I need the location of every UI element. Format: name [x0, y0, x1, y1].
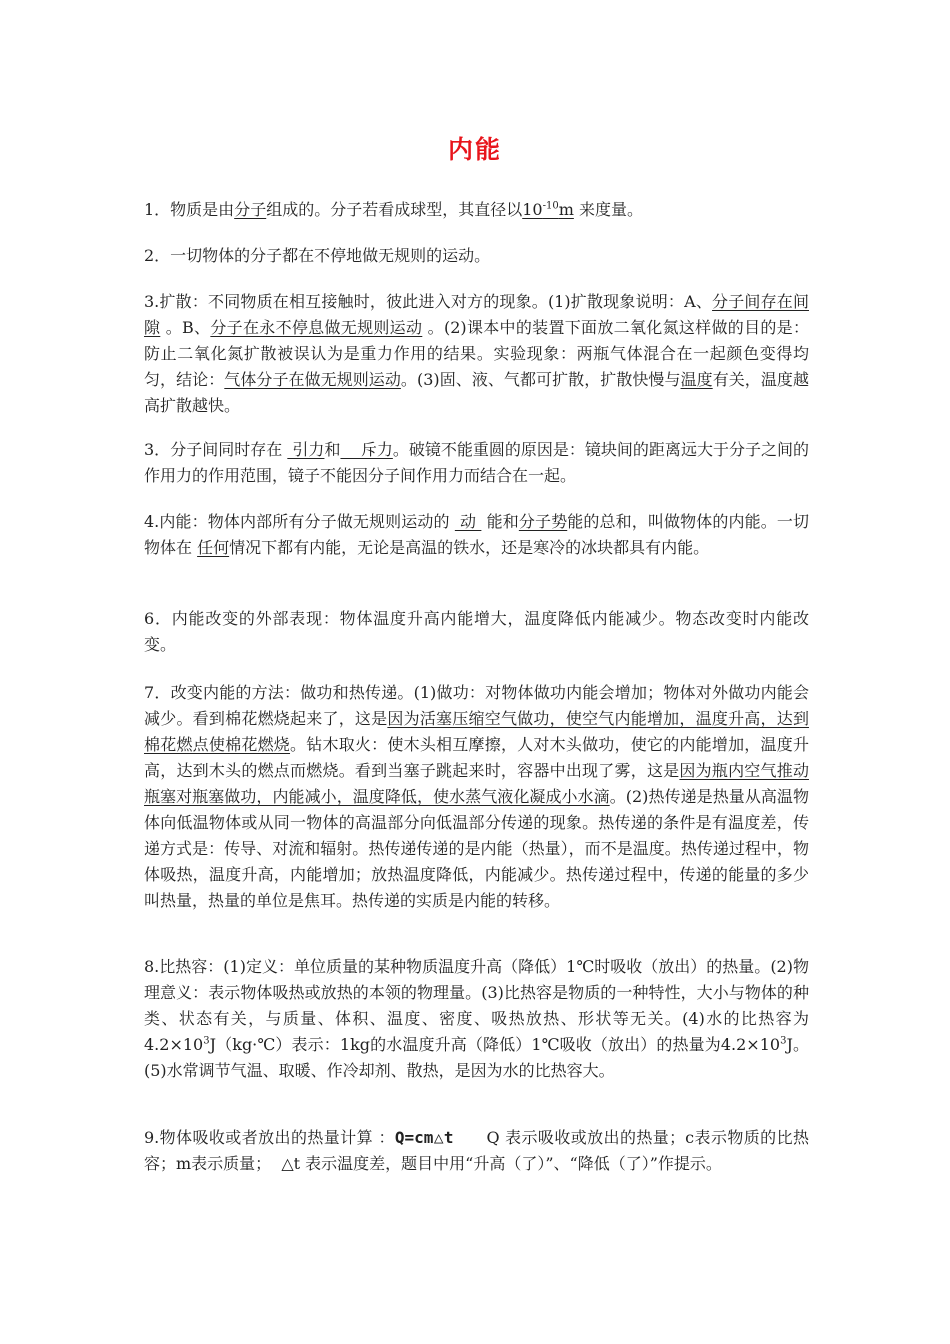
- text-run: Q 表示吸收或放出的热量；c表示物质的比热容；m表示质量； △t 表示温度差，题目中用“升高（了）”、“降低（了）”作提示。: [144, 1128, 809, 1173]
- underlined-answer: 分子间存在间隙: [144, 292, 809, 337]
- underlined-answer: 任何: [197, 538, 230, 557]
- underlined-answer: 动: [454, 512, 482, 531]
- text-run: m: [558, 200, 574, 219]
- paragraph-1: [144, 197, 809, 223]
- paragraph-4: [144, 437, 809, 489]
- superscript: 3: [780, 1035, 787, 1047]
- text-run: 能的总和，叫做物体的内能。一切物体在: [144, 512, 809, 557]
- underlined-answer: 引力: [287, 440, 325, 459]
- text-run: 来度量。: [573, 200, 643, 219]
- paragraph-7: [144, 680, 809, 914]
- page-title: 内能: [447, 135, 502, 164]
- text-run: 。B、: [160, 318, 211, 337]
- underlined-answer: 气体分子在做无规则运动: [224, 370, 401, 389]
- paragraph-9: [144, 1125, 809, 1177]
- underlined-answer: 温度: [680, 370, 713, 389]
- underlined-answer: 分子势: [518, 512, 568, 531]
- text-run: 4.内能：物体内部所有分子做无规则运动的: [144, 512, 455, 531]
- heat-formula: Q=cm△t: [394, 1128, 454, 1147]
- text-run: J。(5)水常调节气温、取暖、作冷却剂、散热，是因为水的比热容大。: [144, 1035, 809, 1080]
- text-run: J（kg·℃）表示：1kg的水温度升高（降低）1℃吸收（放出）的热量为4.2×10: [209, 1035, 781, 1054]
- underlined-answer: 分子在永不停息做无规则运动: [210, 318, 423, 337]
- underlined-answer: 因为活塞压缩空气做功，使空气内能增加，温度升高，达到棉花燃点使棉花燃烧: [144, 709, 809, 754]
- superscript: -10: [542, 200, 559, 212]
- paragraph-3: [144, 289, 809, 419]
- text-run: 组成的。分子若看成球型，其直径以: [266, 200, 523, 219]
- text-run: 10: [522, 200, 543, 219]
- text-run: 。破镜不能重圆的原因是：镜块间的距离远大于分子之间的作用力的作用范围，镜子不能因分子间作用力而结合在一起。: [144, 440, 809, 485]
- text-run: 情况下都有内能，无论是高温的铁水，还是寒冷的冰块都具有内能。: [229, 538, 710, 557]
- paragraph-2: 2．一切物体的分子都在不停地做无规则的运动。: [144, 246, 491, 265]
- text-run: 7．改变内能的方法：做功和热传递。(1)做功：对物体做功内能会增加；物体对外做功内能会减少。看到棉花燃烧起来了，这是: [144, 683, 809, 728]
- paragraph-6: 6．内能改变的外部表现：物体温度升高内能增大，温度降低内能减少。物态改变时内能改变。: [144, 609, 809, 654]
- text-run: 3.扩散：不同物质在相互接触时，彼此进入对方的现象。(1)扩散现象说明：A、: [144, 292, 713, 311]
- underlined-answer: [522, 200, 574, 219]
- paragraph-8: [144, 954, 809, 1084]
- text-run: 能和: [481, 512, 519, 531]
- text-run: 。(2)课本中的装置下面放二氧化氮这样做的目的是：防止二氧化氮扩散被误认为是重力作用的结果。实验现象：两瓶气体混合在一起颜色变得均匀，结论：: [144, 318, 809, 389]
- text-run: 。(3)固、液、气都可扩散，扩散快慢与: [400, 370, 681, 389]
- underlined-answer: 分子: [234, 200, 267, 219]
- superscript: 3: [203, 1035, 210, 1047]
- underlined-answer: 因为瓶内空气推动瓶塞对瓶塞做功，内能减小，温度降低，使水蒸气液化凝成小水滴: [144, 761, 809, 806]
- text-run: 3．分子间同时存在: [144, 440, 288, 459]
- text-run: 1．物质是由: [144, 200, 235, 219]
- text-run: 。(2)热传递是热量从高温物体向低温物体或从同一物体的高温部分向低温部分传递的现象。热传递的条件是有温度差，传递方式是：传导、对流和辐射。热传递传递的是内能（热量），而不是温度。热传递过程中，物体吸热，温度升高，内能增加；放热温度降低，内能减少。热传递过程中，传递的能量的多少叫热量，热量的单位是焦耳。热传递的实质是内能的转移。: [144, 787, 809, 910]
- text-run: 有关，温度越高扩散越快。: [144, 370, 809, 415]
- text-run: 。钻木取火：使木头相互摩擦，人对木头做功，使它的内能增加，温度升高，达到木头的燃点而燃烧。看到当塞子跳起来时，容器中出现了雾，这是: [144, 735, 809, 780]
- text-run: 和: [324, 440, 341, 459]
- text-run: 8.比热容：(1)定义：单位质量的某种物质温度升高（降低）1℃时吸收（放出）的热量。(2)物理意义：表示物体吸热或放热的本领的物理量。(3)比热容是物质的一种特性，大小与物体的种类、状态有关，与质量、体积、温度、密度、吸热放热、形状等无关。(4)水的比热容为4.2×10: [144, 957, 809, 1054]
- underlined-answer: 斥力: [340, 440, 393, 459]
- text-run: 9.物体吸收或者放出的热量计算 ：: [144, 1128, 395, 1147]
- paragraph-5: [144, 509, 809, 561]
